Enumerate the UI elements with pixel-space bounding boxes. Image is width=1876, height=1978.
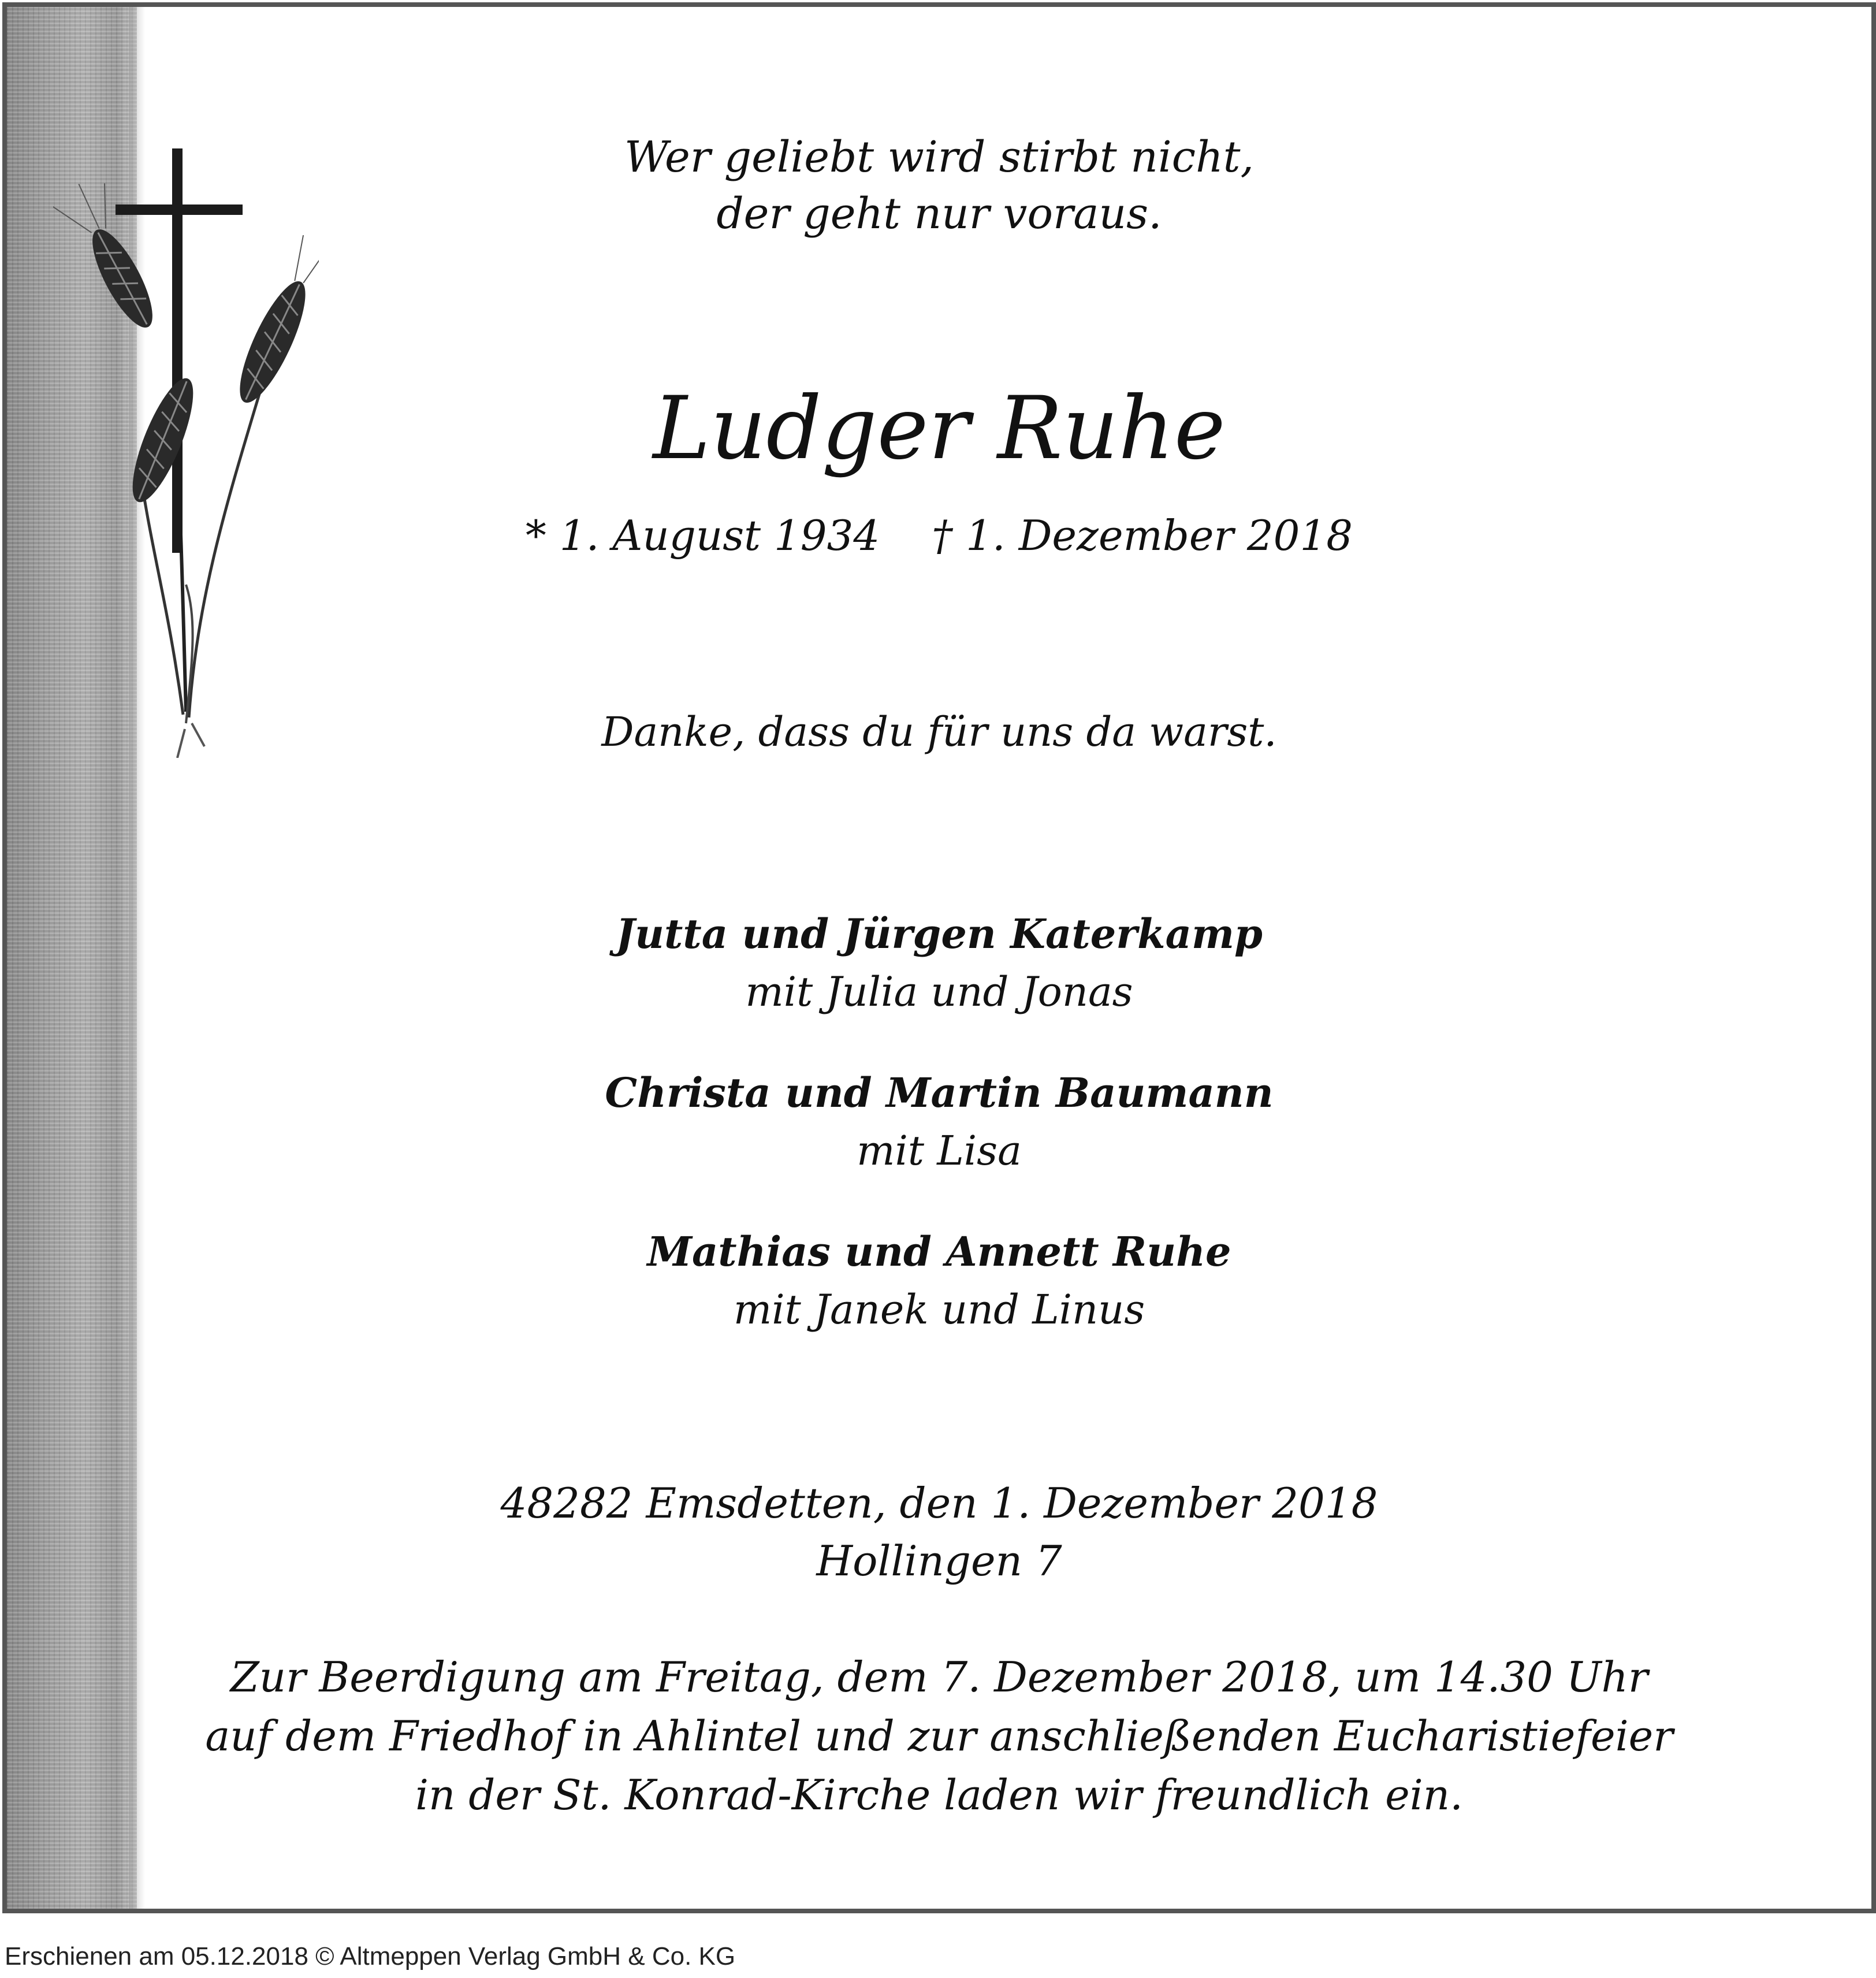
life-dates bbox=[7, 510, 1871, 562]
funeral-line-1: Zur Beerdigung am Freitag, dem 7. Dezember 2018, um 14.30 Uhr bbox=[230, 1653, 1648, 1701]
funeral-line-2: auf dem Friedhof in Ahlintel und zur anschließenden Eucharistiefeier bbox=[205, 1712, 1673, 1760]
family-members: mit Julia und Jonas bbox=[745, 968, 1133, 1016]
obituary-notice bbox=[2, 2, 1876, 1913]
family-head: Christa und Martin Baumann bbox=[605, 1069, 1274, 1117]
family-head: Jutta und Jürgen Katerkamp bbox=[616, 910, 1263, 958]
place-date: 48282 Emsdetten, den 1. Dezember 2018 bbox=[500, 1479, 1378, 1527]
publication-footer: Erschienen am 05.12.2018 © Altmeppen Verlag GmbH & Co. KG bbox=[5, 1942, 736, 1970]
family-members: mit Janek und Linus bbox=[733, 1286, 1145, 1333]
funeral-line-3: in der St. Konrad-Kirche laden wir freundlich ein. bbox=[415, 1771, 1463, 1819]
family-members: mit Lisa bbox=[857, 1127, 1022, 1174]
birth-date: * 1. August 1934 bbox=[525, 511, 880, 560]
thanks-text: Danke, dass du für uns da warst. bbox=[601, 708, 1277, 756]
quote-line-2: der geht nur voraus. bbox=[716, 189, 1162, 239]
family-head: Mathias und Annett Ruhe bbox=[647, 1228, 1231, 1276]
quote-line-1: Wer geliebt wird stirbt nicht, bbox=[624, 132, 1254, 182]
death-date: † 1. Dezember 2018 bbox=[932, 511, 1353, 560]
deceased-name: Ludger Ruhe bbox=[653, 378, 1226, 479]
address: Hollingen 7 bbox=[816, 1537, 1062, 1585]
